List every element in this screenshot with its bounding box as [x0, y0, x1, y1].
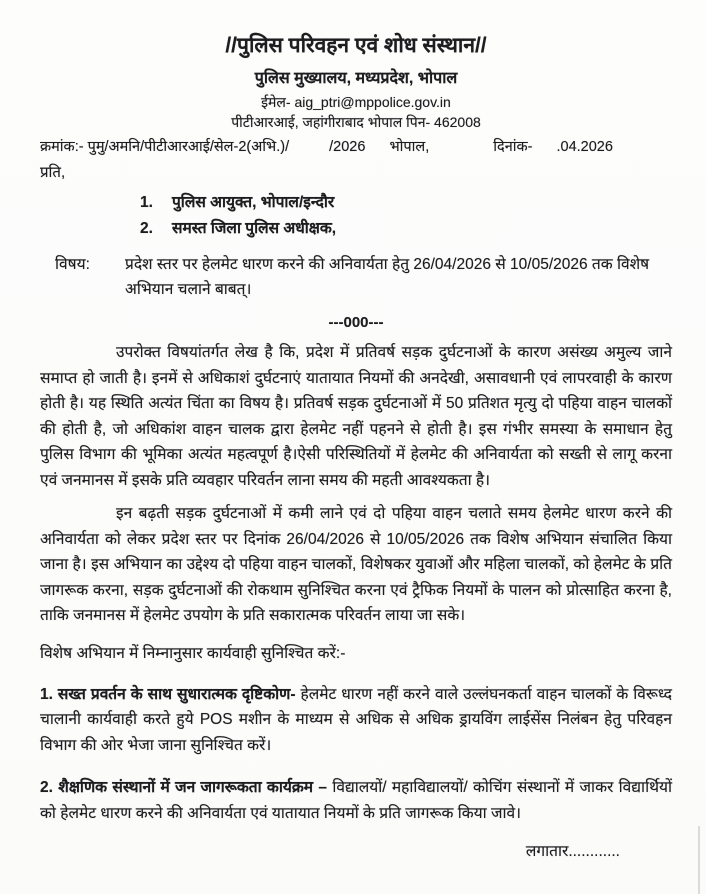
- salutation: प्रति,: [40, 164, 66, 181]
- recipient-row: [140, 190, 672, 216]
- action-point-2: [40, 775, 672, 826]
- directive-heading: विशेष अभियान में निम्नानुसार कार्यवाही सुनिश्चित करें:-: [40, 644, 346, 662]
- action-point-1-text: हेलमेट धारण नहीं करने वाले उल्लंघनकर्ता वाहन चालकों के विरूध्द चालानी कार्यवाही करते हुये POS मशीन के माध्यम से अधिक से अधिक ड्रायविंग लाईसेंस निलंबन हेतु परिवहन विभाग की ओर भेजा जाना सुनिश्चित करें।: [40, 685, 672, 754]
- recipient-number: 2.: [140, 220, 153, 237]
- org-subtitle: पुलिस मुख्यालय, मध्यप्रदेश, भोपाल: [254, 70, 458, 87]
- action-point-2-text: विद्यालयों/ महाविद्यालयों/ कोचिंग संस्थानों में जाकर विद्यार्थियों को हेलमेट धारण करने की अनिवार्यता एवं यातायात नियमों के प्रति जागरूक किया जावे।: [40, 779, 672, 822]
- recipient-name: समस्त जिला पुलिस अधीक्षक,: [172, 220, 337, 237]
- reference-line: [40, 137, 672, 157]
- section-separator: ---000---: [328, 314, 384, 331]
- action-point-1: [40, 682, 672, 759]
- subject-label: विषय:: [55, 256, 90, 273]
- org-title: //पुलिस परिवहन एवं शोध संस्थान//: [225, 34, 487, 57]
- action-point-2-lead: 2. शैक्षणिक संस्थानों में जन जागरूकता कार्यक्रम –: [40, 779, 327, 796]
- ref-number: क्रमांक:- पुमु/अमनि/पीटीआरआई/सेल-2(अभि.)/: [40, 139, 290, 155]
- subject-row: [40, 252, 672, 302]
- recipient-number: 1.: [140, 194, 153, 211]
- body-paragraph-2: इन बढ़ती सड़क दुर्घटनाओं में कमी लाने एवं दो पहिया वाहन चलाते समय हेलमेट धारण करने की अनिवार्यता को लेकर प्रदेश स्तर पर दिनांक 26/04/2026 से 10/05/2026 तक विशेष अभियान संचालित किया जाना है। इस अभियान का उद्देश्य दो पहिया वाहन चालकों, विशेषकर युवाओं और महिला चालकों, को हेलमेट के प्रति जागरूक करना, सड़क दुर्घटनाओं की रोकथाम सुनिश्चित करना एवं ट्रैफिक नियमों के पालन को प्रोत्साहित करना है, ताकि जनमानस में हेलमेट उपयोग के प्रति सकारात्मक परिवर्तन लाया जा सके।: [40, 505, 672, 624]
- action-point-1-lead: 1. सख्त प्रवर्तन के साथ सुधारात्मक दृष्टिकोण-: [40, 685, 296, 703]
- org-address: पीटीआरआई, जहांगीराबाद भोपाल पिन- 462008: [231, 114, 481, 130]
- ref-place: भोपाल,: [389, 139, 430, 155]
- recipient-name: पुलिस आयुक्त, भोपाल/इन्दौर: [172, 194, 335, 211]
- scan-edge-artifact: [698, 826, 700, 894]
- continuation-note: लगातार............: [525, 842, 620, 860]
- ref-date-value: .04.2026: [556, 139, 613, 155]
- ref-date-label: दिनांक-: [493, 139, 533, 155]
- subject-text: प्रदेश स्तर पर हेलमेट धारण करने की अनिवार्यता हेतु 26/04/2026 से 10/05/2026 तक विशेष अभियान चलाने बाबत्।: [125, 256, 650, 298]
- org-email: ईमेल- aig_ptri@mppolice.gov.in: [261, 94, 451, 110]
- body-paragraph-1: उपरोक्त विषयांतर्गत लेख है कि, प्रदेश में प्रतिवर्ष सड़क दुर्घटनाओं के कारण असंख्य अमुल्य जाने समाप्त हो जाती है। इनमें से अधिकाशं दुर्घटनाएं यातायात नियमों की अनदेखी, असावधानी एवं लापरवाही के कारण होती है। यह स्थिति अत्यंत चिंता का विषय है। प्रतिवर्ष सड़क दुर्घटनाओं में 50 प्रतिशत मृत्यु दो पहिया वाहन चालकों की होती है, जो अधिकांश वाहन चालक द्वारा हेलमेट नहीं पहनने से होती है। इस गंभीर समस्या के समाधान हेतु पुलिस विभाग की भूमिका अत्यंत महत्वपूर्ण है।ऐसी परिस्थितियों में हेलमेट की अनिवार्यता को सख्ती से लागू करना एवं जनमानस में इसके प्रति व्यवहार परिवर्तन लाना समय की महती आवश्यकता है।: [40, 344, 672, 489]
- ref-year: /2026: [329, 139, 366, 155]
- recipient-list: [140, 190, 672, 242]
- recipient-row: [140, 216, 672, 242]
